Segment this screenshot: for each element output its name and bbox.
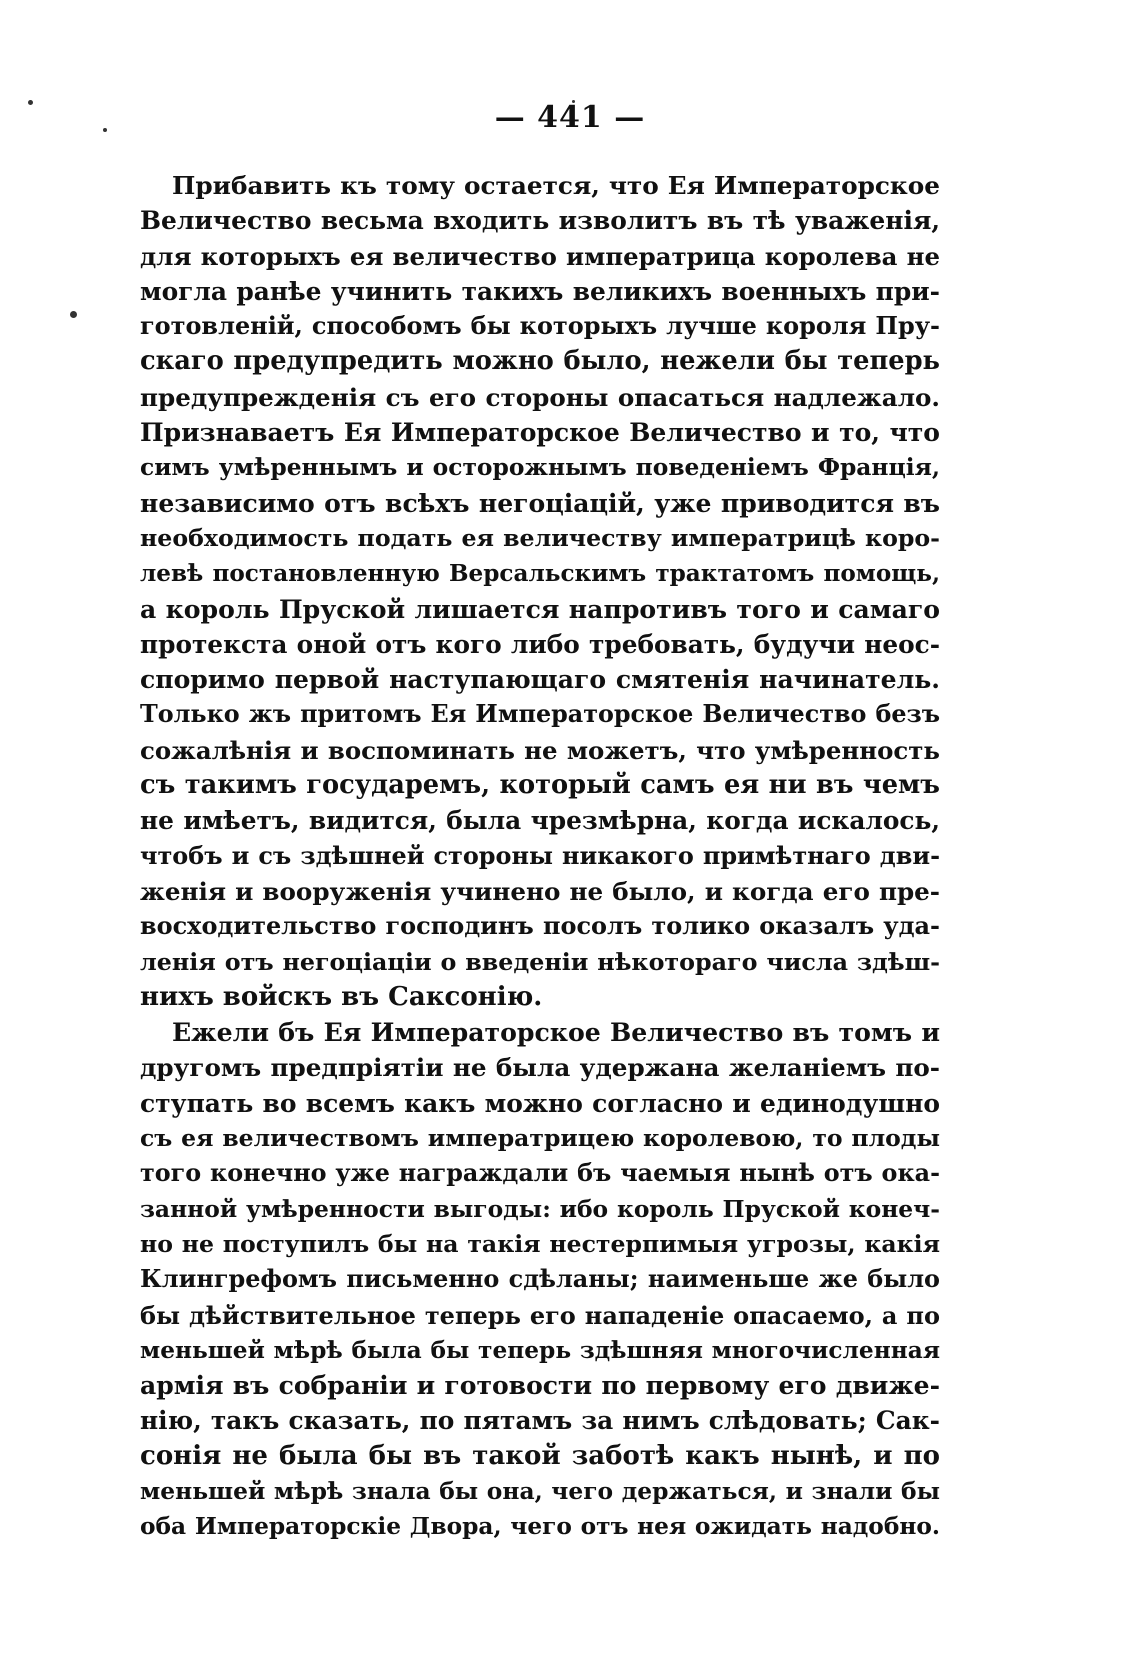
text-line: но не поступилъ бы на такія нестерпимыя угрозы, какія bbox=[140, 1229, 940, 1258]
text-line: съ такимъ государемъ, который самъ ея ни въ чемъ bbox=[140, 770, 940, 801]
text-line: Прибавить къ тому остается, что Ея Императорское bbox=[172, 171, 940, 200]
scan-speck bbox=[70, 311, 77, 318]
text-line: армія въ собраніи и готовости по первому его движе- bbox=[140, 1370, 940, 1401]
text-line: съ ея величествомъ императрицею королевою, то плоды bbox=[140, 1124, 940, 1153]
text-line: того конечно уже награждали бъ чаемыя нынѣ отъ ока- bbox=[140, 1159, 940, 1188]
text-line: Ежели бъ Ея Императорское Величество въ томъ и bbox=[172, 1017, 940, 1048]
text-line: готовленій, способомъ бы которыхъ лучше короля Пру- bbox=[140, 312, 940, 341]
text-line: чтобъ и съ здѣшней стороны никакого примѣтнаго дви- bbox=[140, 841, 940, 870]
page-number: — 441 — bbox=[494, 100, 646, 135]
text-line: для которыхъ ея величество императрица королева не bbox=[140, 241, 940, 271]
paragraph-2 bbox=[140, 1015, 940, 1544]
text-line: бы дѣйствительное теперь его нападеніе опасаемо, а по bbox=[140, 1300, 940, 1330]
text-line: женія и вооруженія учинено не было, и когда его пре- bbox=[140, 876, 940, 906]
text-line: оба Императорскіе Двора, чего отъ нея ожидать надобно. bbox=[140, 1513, 940, 1541]
text-line: Только жъ притомъ Ея Императорское Величество безъ bbox=[140, 700, 940, 729]
text-line: нихъ войскъ въ Саксонію. bbox=[140, 981, 543, 1012]
text-line: Признаваетъ Ея Императорское Величество и то, что bbox=[140, 418, 940, 448]
paragraph-1 bbox=[140, 168, 940, 1015]
text-line: ленія отъ негоціаціи о введеніи нѣкотораго числа здѣш- bbox=[140, 947, 940, 976]
text-line: другомъ предпріятіи не была удержана желаніемъ по- bbox=[140, 1053, 940, 1083]
text-line: восходительство господинъ посолъ толико оказалъ уда- bbox=[140, 912, 940, 941]
text-line: меньшей мѣрѣ знала бы она, чего держаться, и знали бы bbox=[140, 1476, 940, 1505]
text-line: симъ умѣреннымъ и осторожнымъ поведеніемъ Франція, bbox=[140, 453, 940, 482]
text-line: меньшей мѣрѣ была бы теперь здѣшняя многочисленная bbox=[140, 1336, 940, 1364]
text-line: левѣ постановленную Версальскимъ трактатомъ помощь, bbox=[140, 560, 940, 588]
text-line: споримо первой наступающаго смятенія начинатель. bbox=[140, 664, 940, 695]
text-line: сонія не была бы въ такой заботѣ какъ нынѣ, и по bbox=[140, 1440, 940, 1471]
text-line: не имѣетъ, видится, была чрезмѣрна, когда искалось, bbox=[140, 806, 940, 836]
body-text bbox=[140, 168, 940, 1545]
text-line: сожалѣнія и воспоминать не можетъ, что умѣренность bbox=[140, 735, 940, 765]
text-line: необходимость подать ея величеству императрицѣ коро- bbox=[140, 523, 940, 552]
text-line: могла ранѣе учинить такихъ великихъ военныхъ при- bbox=[140, 276, 940, 306]
text-line: протекста оной отъ кого либо требовать, будучи неос- bbox=[140, 629, 940, 659]
text-line: а король Пруской лишается напротивъ того и самаго bbox=[140, 593, 940, 624]
text-line: ступать во всемъ какъ можно согласно и единодушно bbox=[140, 1088, 940, 1118]
text-line: Величество весьма входить изволитъ въ тѣ уваженія, bbox=[140, 206, 940, 236]
text-line: Клингрефомъ письменно сдѣланы; наименьше же было bbox=[140, 1265, 940, 1294]
text-line: скаго предупредить можно было, нежели бы теперь bbox=[140, 346, 940, 377]
text-line: занной умѣренности выгоды: ибо король Пруской конеч- bbox=[140, 1194, 940, 1223]
text-line: предупрежденія съ его стороны опасаться надлежало. bbox=[140, 382, 940, 412]
text-line: независимо отъ всѣхъ негоціацій, уже приводится въ bbox=[140, 487, 940, 518]
text-line: нію, такъ сказать, по пятамъ за нимъ слѣдовать; Сак- bbox=[140, 1406, 940, 1436]
